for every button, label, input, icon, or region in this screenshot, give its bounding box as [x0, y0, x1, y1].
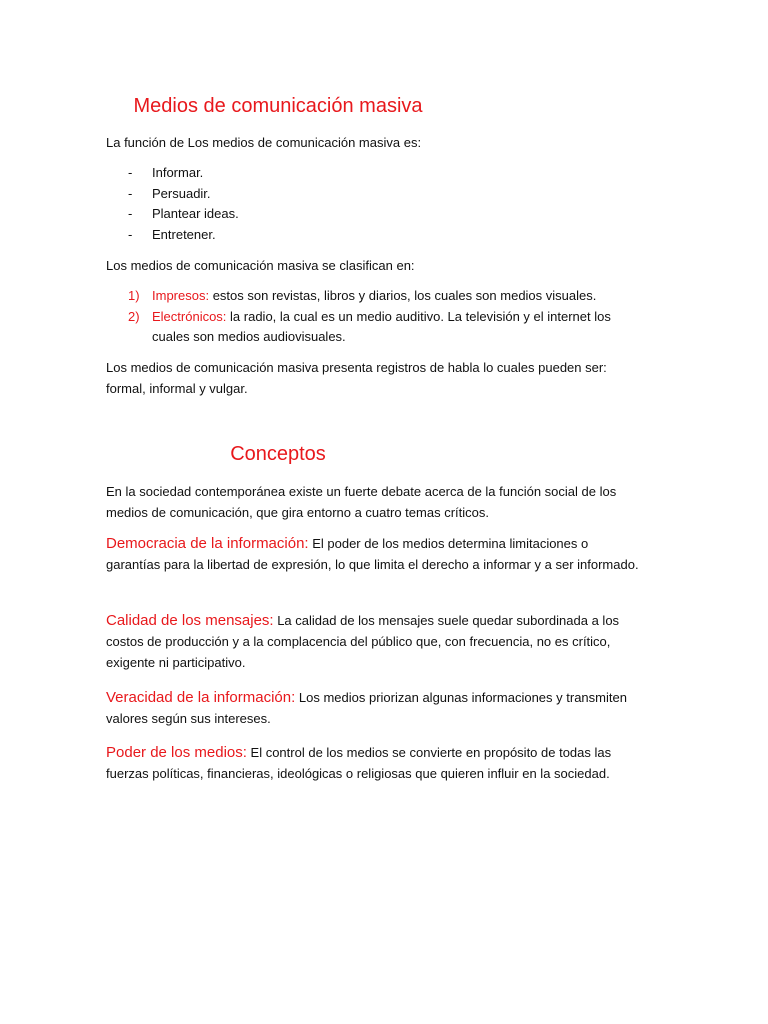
- main-heading: Medios de comunicación masiva: [133, 95, 423, 117]
- concepto-text: El poder de los medios determina limitaciones o garantías para la libertad de expresión, lo que limita el derecho a informar y a ser informado.: [106, 536, 639, 572]
- term-text: estos son revistas, libros y diarios, los cuales son medios visuales.: [209, 288, 597, 303]
- conceptos-heading: Conceptos: [230, 443, 326, 465]
- concepto-paragraph: [106, 742, 646, 784]
- registros-paragraph: Los medios de comunicación masiva presenta registros de habla lo cuales pueden ser: formal, informal y vulgar.: [106, 360, 607, 396]
- list-item: [106, 307, 646, 348]
- sociedad-paragraph: En la sociedad contemporánea existe un fuerte debate acerca de la función social de los medios de comunicación, que gira entorno a cuatro temas críticos.: [106, 484, 617, 520]
- functions-list: [106, 163, 646, 245]
- concepto-term: Veracidad de la información:: [106, 689, 296, 706]
- list-item: - Persuadir.: [106, 184, 646, 205]
- concepto-text: El control de los medios se convierte en propósito de todas las fuerzas políticas, financieras, ideológicas o religiosas que quieren influir en la sociedad.: [106, 745, 612, 781]
- list-item: [106, 286, 646, 307]
- intro-paragraph: La función de Los medios de comunicación masiva es:: [106, 135, 422, 150]
- list-number: 1): [128, 288, 140, 303]
- concepto-term: Calidad de los mensajes:: [106, 612, 274, 629]
- list-item: - Informar.: [106, 163, 646, 184]
- clasificacion-intro: Los medios de comunicación masiva se clasifican en:: [106, 258, 415, 273]
- list-item: - Entretener.: [106, 225, 646, 246]
- dash-bullet: -: [128, 185, 133, 201]
- term-text: la radio, la cual es un medio auditivo. La televisión y el internet los cuales son medios audiovisuales.: [152, 308, 611, 344]
- concepto-paragraph: [106, 610, 646, 673]
- term-label: Impresos:: [152, 288, 210, 303]
- term-label: Electrónicos:: [152, 308, 227, 324]
- list-item: - Plantear ideas.: [106, 204, 646, 225]
- concepto-text: La calidad de los mensajes suele quedar subordinada a los costos de producción y a la complacencia del público que, con frecuencia, no es crítico, exigente ni participativo.: [106, 613, 620, 670]
- clasificacion-list: [106, 286, 646, 348]
- dash-bullet: -: [128, 226, 133, 242]
- dash-bullet: -: [128, 206, 133, 221]
- concepto-paragraph: [106, 533, 646, 575]
- concepto-text: Los medios priorizan algunas informaciones y transmiten valores según sus intereses.: [106, 690, 627, 726]
- concepto-term: Poder de los medios:: [106, 744, 247, 761]
- dash-bullet: -: [128, 165, 133, 180]
- concepto-term: Democracia de la información:: [106, 535, 309, 552]
- concepto-paragraph: [106, 687, 646, 729]
- list-number: 2): [128, 308, 140, 324]
